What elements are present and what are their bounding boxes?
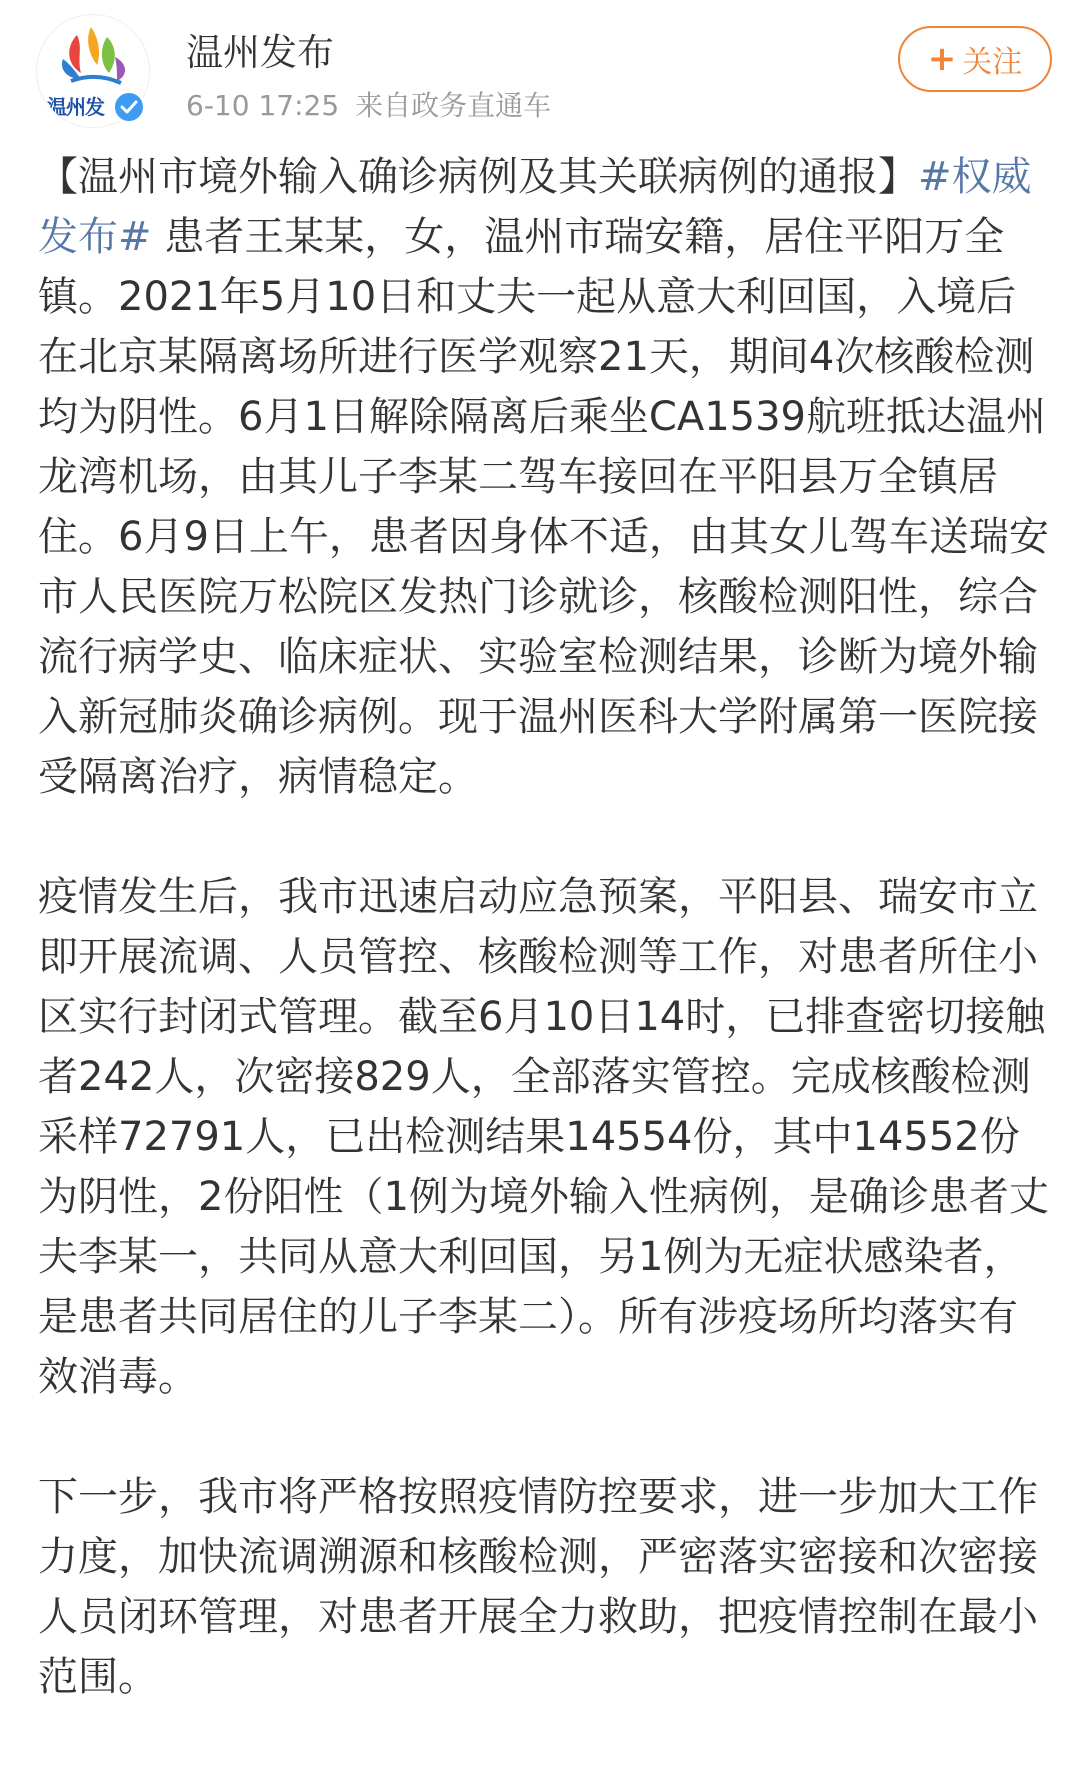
follow-button[interactable] [898,26,1052,92]
verified-badge-icon [112,90,146,124]
avatar-label: 温州发 [47,95,104,119]
post-body [38,147,1054,1707]
account-name[interactable]: 温州发布 [186,31,334,74]
post-paragraph-1 [38,147,1054,807]
post-title: 【温州市境外输入确诊病例及其关联病例的通报】 [38,154,918,200]
hashtag-link[interactable]: #权威发布# [38,154,1032,260]
post-time: 6-10 17:25 [186,89,340,122]
plus-icon: + [927,39,957,79]
post-source[interactable]: 来自政务直通车 [355,89,552,122]
paragraph-1-text: 患者王某某，女，温州市瑞安籍，居住平阳万全镇。2021年5月10日和丈夫一起从意大利回国，入境后在北京某隔离场所进行医学观察21天，期间4次核酸检测均为阴性。6月1日解除隔离后乘坐CA1539航班抵达温州龙湾机场，由其儿子李某二驾车接回在平阳县万全镇居住。6月9日上午，患者因身体不适，由其女儿驾车送瑞安市人民医院万松院区发热门诊就诊，核酸检测阳性，综合流行病学史、临床症状、实验室检测结果，诊断为境外输入新冠肺炎确诊病例。现于温州医科大学附属第一医院接受隔离治疗，病情稳定。 [38,214,1049,800]
follow-label: 关注 [962,45,1023,80]
post-paragraph-3: 下一步，我市将严格按照疫情防控要求，进一步加大工作力度，加快流调溯源和核酸检测，严密落实密接和次密接人员闭环管理，对患者开展全力救助，把疫情控制在最小范围。 [38,1474,1038,1700]
post-paragraph-2: 疫情发生后，我市迅速启动应急预案，平阳县、瑞安市立即开展流调、人员管控、核酸检测等工作，对患者所住小区实行封闭式管理。截至6月10日14时，已排查密切接触者242人，次密接829人，全部落实管控。完成核酸检测采样72791人，已出检测结果14554份，其中14552份为阴性，2份阳性（1例为境外输入性病例，是确诊患者丈夫李某一，共同从意大利回国，另1例为无症状感染者，是患者共同居住的儿子李某二）。所有涉疫场所均落实有效消毒。 [38,874,1049,1400]
post-header [0,0,1080,130]
post-meta [186,84,551,124]
